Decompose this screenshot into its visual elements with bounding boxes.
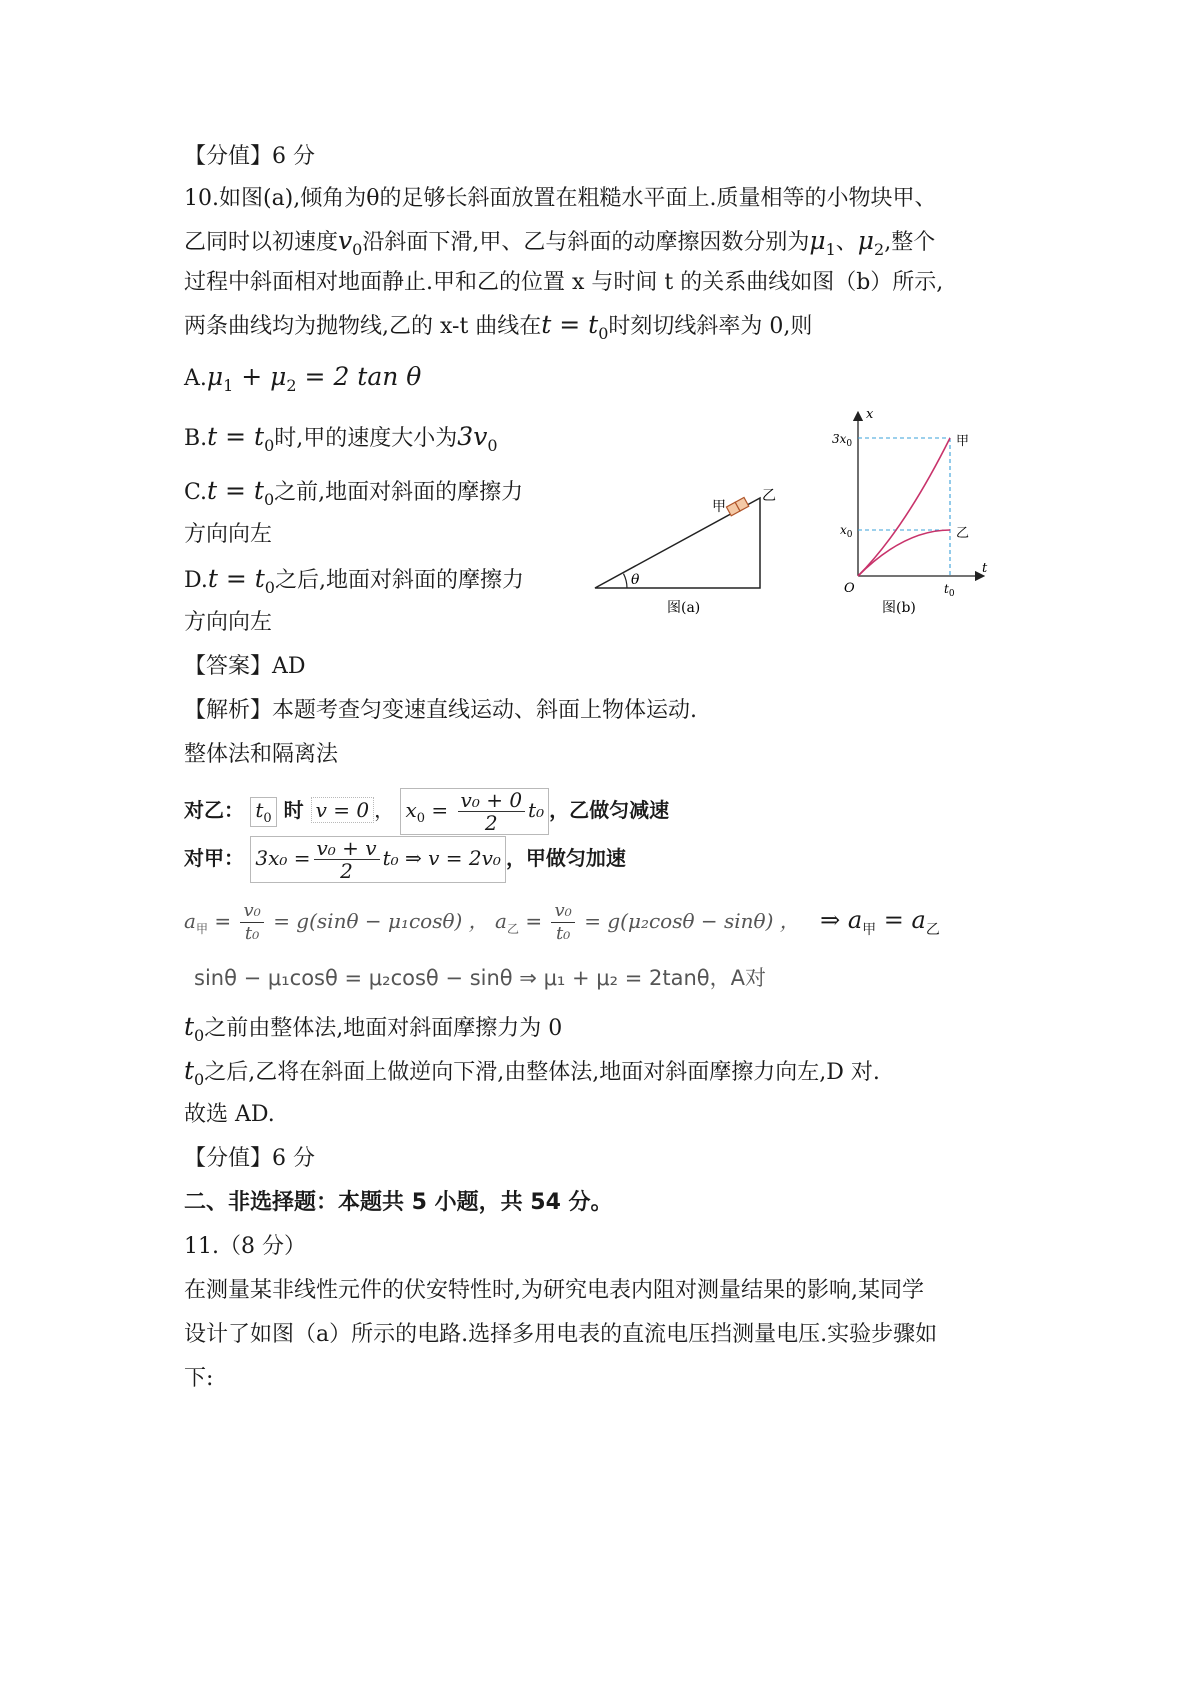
question-11-line-3: 下: — [184, 1366, 214, 1391]
option-d-continued: 方向向左 — [184, 610, 273, 635]
question-11-line-2: 设计了如图（a）所示的电路.选择多用电表的直流电压挡测量电压.实验步骤如 — [184, 1322, 938, 1347]
curve-yi — [858, 530, 950, 576]
score-line-2: 【分值】6 分 — [184, 1146, 315, 1171]
question-10-line-4: 两条曲线均为抛物线,乙的 x-t 曲线在$t = t_0$时刻切线斜率为 0,则 — [184, 310, 813, 343]
mu2-symbol: $\mu_2$ — [857, 226, 885, 259]
question-10-line-1: 10.如图(a),倾角为θ的足够长斜面放置在粗糙水平面上.质量相等的小物块甲、 — [184, 186, 937, 211]
label-jia: 甲 — [712, 499, 726, 515]
option-d: $D.t = t_0$之后,地面对斜面的摩擦力 — [184, 564, 524, 597]
derivation-row-jia: 对甲： 3x₀ = $\frac{\text{v₀ + v}}{2}$ t₀ ⇒ v = 2v₀ ，甲做匀加速 — [184, 836, 626, 883]
conclusion-before-t0: $t_0$之前由整体法,地面对斜面摩擦力为 0 — [184, 1012, 563, 1045]
figure-a-caption: 图(a) — [667, 600, 701, 616]
conclusion-after-t0: $t_0$之后,乙将在斜面上做逆向下滑,由整体法,地面对斜面摩擦力向左,D 对. — [184, 1056, 880, 1089]
analysis-line: 【解析】本题考查匀变速直线运动、斜面上物体运动. — [184, 698, 697, 723]
curve-yi-label: 乙 — [956, 526, 970, 541]
score-line-1: 【分值】6 分 — [184, 144, 315, 169]
select-line: 故选 AD. — [184, 1102, 275, 1127]
question-11-title: 11.（8 分） — [184, 1234, 306, 1259]
y-axis-label: x — [866, 407, 874, 422]
v0-symbol: $v_0$ — [338, 226, 363, 259]
option-c: $C.t = t_0$之前,地面对斜面的摩擦力 — [184, 476, 524, 509]
theta-label: θ — [631, 572, 640, 588]
3v0-symbol: $3v_0$ — [457, 422, 498, 455]
derivation-row-yi: 对乙： $t_0$ 时 v = 0 ， $x_0$ = $\frac{\text{v₀ + 0}}{2}$ t₀ ，乙做匀减速 — [184, 788, 670, 835]
question-10-line-2: 乙同时以初速度$v_0$沿斜面下滑,甲、乙与斜面的动摩擦因数分别为$\mu_1$、$\mu_2$,整个 — [184, 226, 936, 259]
curve-jia-label: 甲 — [956, 434, 970, 449]
figure-a-incline — [585, 480, 785, 620]
figure-b-xt-graph — [830, 400, 1010, 620]
theta-arc — [624, 574, 628, 588]
option-c-continued: 方向向左 — [184, 522, 273, 547]
tick-x0: $x_0$ — [840, 523, 853, 540]
section-2-heading: 二、非选择题：本题共 5 小题，共 54 分。 — [184, 1190, 613, 1215]
mu1-symbol: $\mu_1$ — [809, 226, 836, 259]
t-equals-t0: $t = t_0$ — [541, 310, 609, 343]
question-10-line-3: 过程中斜面相对地面静止.甲和乙的位置 x 与时间 t 的关系曲线如图（b）所示, — [184, 270, 944, 295]
derivation-row-result: sinθ − μ₁cosθ = μ₂cosθ − sinθ ⇒ μ₁ + μ₂ = 2tanθ，A对 — [194, 966, 767, 990]
tick-t0: $t_0$ — [944, 582, 955, 599]
label-yi: 乙 — [762, 488, 776, 504]
figure-b-caption: 图(b) — [882, 600, 916, 616]
option-a: $A.\mu_1 + \mu_2 = 2$ tan θ — [184, 362, 422, 395]
derivation-row-acceleration: $a_甲$ = $\frac{\text{v₀}}{\text{t₀}}$ = g(sinθ − μ₁cosθ) ， $a_乙$ = $\frac{\text{v₀}}{\text{t₀}}$ = g(μ₂cosθ − sinθ) ， ⇒ $a_甲 = a_乙$ — [184, 900, 940, 944]
curve-jia — [858, 438, 950, 576]
tick-3x0: $3x_0$ — [832, 432, 853, 449]
x-axis-label: t — [982, 561, 988, 576]
option-b: $B.t = t_0$时,甲的速度大小为$3v_0$ — [184, 422, 498, 455]
question-11-line-1: 在测量某非线性元件的伏安特性时,为研究电表内阻对测量结果的影响,某同学 — [184, 1278, 924, 1303]
method-line: 整体法和隔离法 — [184, 742, 339, 767]
origin-label: O — [844, 581, 855, 596]
answer-line: 【答案】AD — [184, 654, 306, 679]
